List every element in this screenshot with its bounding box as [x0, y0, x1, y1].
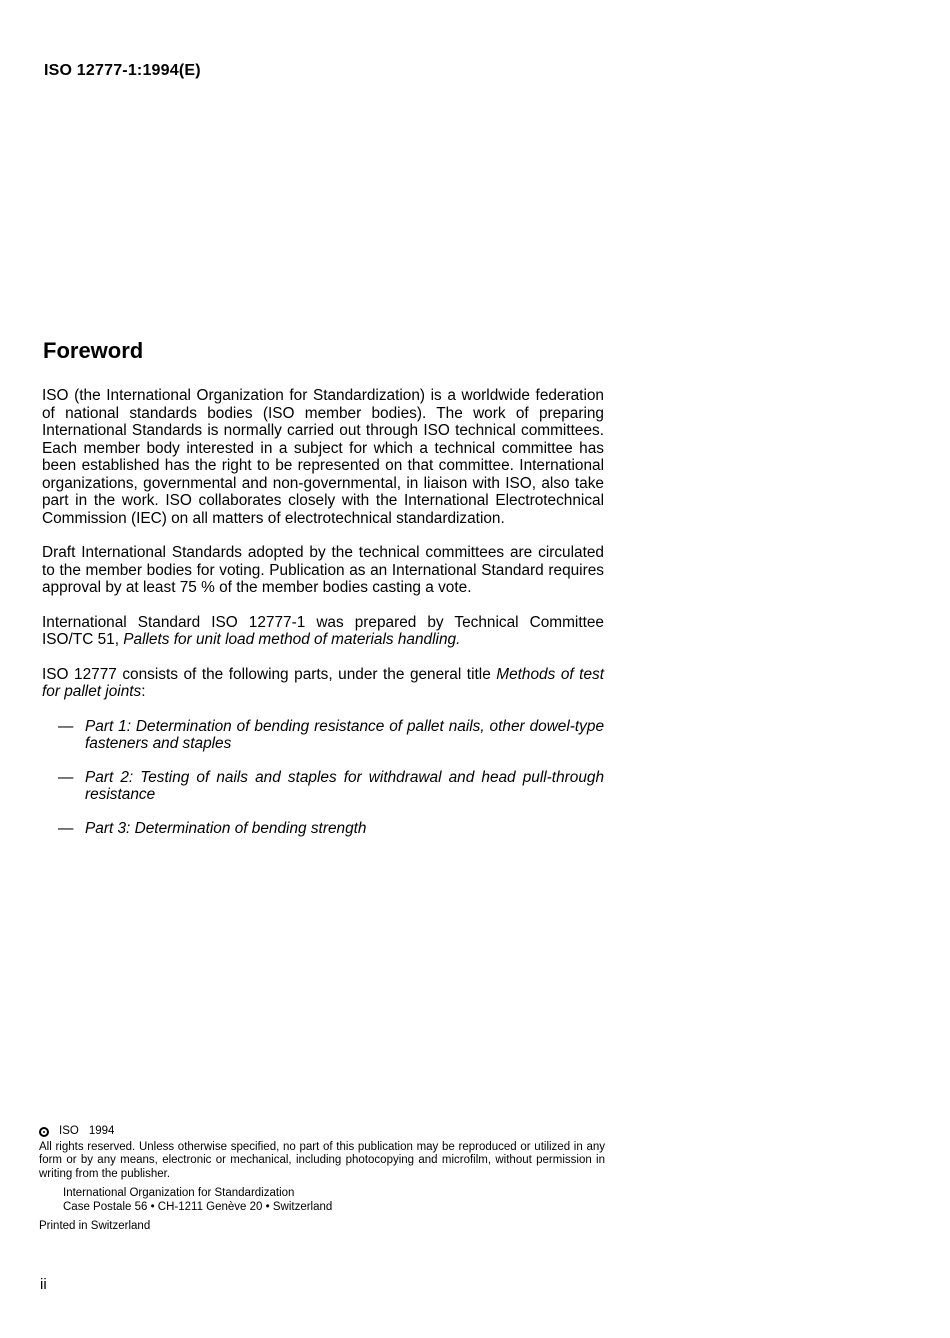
part-text: Part 1: Determination of bending resistance of pallet nails, other dowel-type fasteners and staples [85, 717, 604, 752]
publisher-postal: Case Postale 56 • CH-1211 Genève 20 • Switzerland [63, 1200, 333, 1213]
list-item [42, 820, 604, 838]
dash-bullet: — [58, 717, 74, 735]
copyright-block [39, 1125, 605, 1234]
paragraph-iso-intro: ISO (the International Organization for Standardization) is a worldwide federation of national standards bodies (ISO member bodies). The work of preparing International Standards is normally carried out through ISO technical committees. Each member body interested in a subject for which a technical committee has been established has the right to be represented on that committee. International organizations, governmental and non-governmental, in liaison with ISO, also take part in the work. ISO collaborates closely with the International Electrotechnical Commission (IEC) on all matters of electrotechnical standardization. [42, 387, 604, 527]
printed-in: Printed in Switzerland [39, 1220, 151, 1232]
parts-intro-text: ISO 12777 consists of the following parts, under the general title [42, 665, 497, 683]
rights-notice: All rights reserved. Unless otherwise specified, no part of this publication may be reproduced or utilized in any form or by any means, electronic or mechanical, including photocopying and microfilm, without permission in writing from the publisher. [39, 1140, 605, 1180]
foreword-body [42, 387, 604, 853]
page-title: Foreword [43, 338, 144, 363]
copyright-year: 1994 [88, 1125, 115, 1137]
paragraph-parts-intro [42, 666, 604, 701]
general-title: Methods of test for pallet joints [42, 665, 604, 700]
prepared-by-text: International Standard ISO 12777-1 was prepared by Technical Committee ISO/TC 51, [42, 613, 604, 648]
copyright-line [39, 1125, 605, 1139]
publisher-address [39, 1187, 605, 1214]
page-number: ii [40, 1276, 47, 1293]
paragraph-prepared-by [42, 614, 604, 649]
parts-intro-end: : [141, 683, 146, 700]
parts-list [42, 718, 604, 838]
list-item [42, 769, 604, 804]
document-id: ISO 12777-1:1994(E) [44, 62, 201, 79]
part-text: Part 3: Determination of bending strength [85, 819, 367, 837]
copyright-icon [39, 1127, 49, 1137]
dash-bullet: — [58, 819, 74, 837]
committee-title: Pallets for unit load method of materials handling. [123, 631, 461, 648]
list-item [42, 718, 604, 753]
dash-bullet: — [58, 768, 74, 786]
paragraph-draft-standards: Draft International Standards adopted by the technical committees are circulated to the member bodies for voting. Publication as an International Standard requires approval by at least 75 % of the member bodies casting a vote. [42, 544, 604, 596]
part-text: Part 2: Testing of nails and staples for withdrawal and head pull-through resistance [85, 768, 604, 803]
publisher-name: International Organization for Standardization [63, 1187, 295, 1199]
copyright-owner: ISO [59, 1125, 79, 1137]
